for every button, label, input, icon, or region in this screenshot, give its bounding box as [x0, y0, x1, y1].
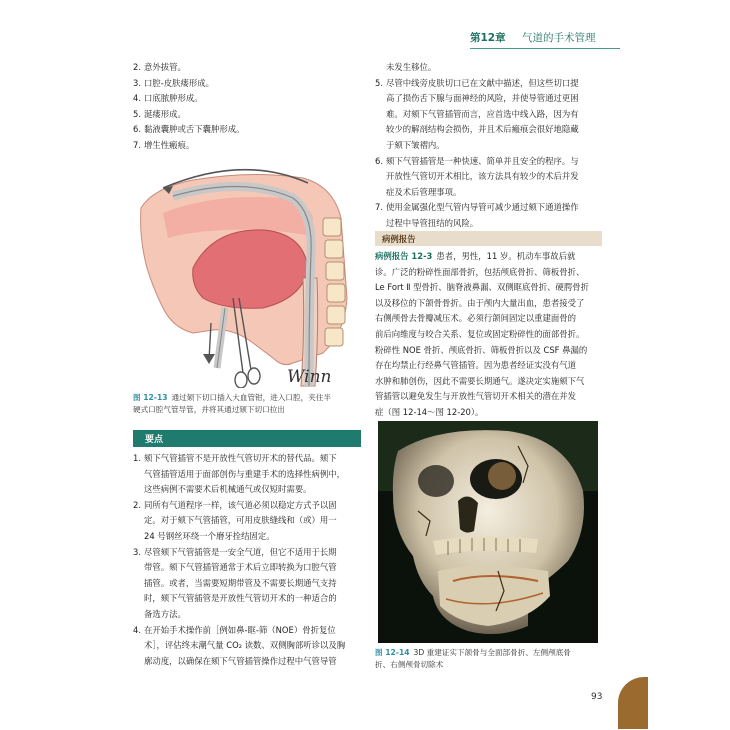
list-item: 1. 颏下气管插管不是开放性气管切开术的替代品。颏下 气管插管适用于面部创伤与重建手术的选择性病例中， 这些病例不需要术后机械通气或仅短时需要。 — [133, 453, 345, 495]
case-report-header — [375, 231, 602, 246]
list-item: 6. 颏下气管插管是一种快速、简单并且安全的程序。与 开放性气管切开术相比，该方法具有较少的术后并发 症及术后管理事项。 — [375, 155, 579, 197]
figure-label: 图 12-14 — [375, 648, 410, 657]
list-item: 5. 涎瘘形成。 — [133, 108, 186, 119]
list-item: 7. 增生性瘢痕。 — [133, 139, 195, 150]
list-item: 未发生移位。 — [386, 62, 437, 72]
figure-caption: 图 12-13 通过颏下切口插入大血管钳，进入口腔，夹住半 硬式口腔气管导管，并将其通过颏下切口拉出 — [133, 393, 331, 414]
list-item: 2. 同所有气道程序一样，该气道必须以稳定方式予以固 定。对于颏下气管插管，可用皮肤缝线和（或）用一 24 号钢丝环绕一个磨牙拴结固定。 — [133, 499, 337, 541]
figure-caption: 图 12-14 3D 重建证实下颌骨与全面部骨折、左侧颅底骨 折、右侧颅骨切除术 — [375, 648, 571, 669]
ct-reconstruction-image — [378, 421, 598, 643]
case-report-paragraph: 病例报告 12-3 患者，男性，11 岁。机动车事故后就 诊。广泛的粉碎性面部骨折，包括颅底骨折、筛板骨折、 Le Fort Ⅱ 型骨折、脑脊液鼻漏、双侧眶底骨折、硬腭骨折 以及移位的下颌骨骨折。由于颅内大量出血，患者接受了 右侧颅骨去骨瓣减压术。必须行颌间固定以重建面骨的 前后向维度与咬合关系、复位或固定粉碎性的面部骨折。 粉碎性 NOE 骨折、颅底骨折、筛板骨折以及 CSF 鼻漏的 存在均禁止行经鼻气管插管。因为患者经证实没有气道 水肿和肺创伤，因此不需要长期通气。遂决定实施颏下气 管插管以避免发生与开放性气管切开术相关的潜在并发 症（图 12-14～图 12-20）。 — [375, 251, 590, 417]
chapter-edge-tab — [618, 677, 648, 729]
list-item: 5. 尽管中线旁皮肤切口已在文献中描述，但这些切口提 高了损伤舌下腺与面神经的风险，并使导管通过更困 难。对颏下气管插管而言，应首选中线入路，因为有 较少的解剖结构会损伤，并且术后瘢痕会很好地隐藏 于颏下皱褶内。 — [375, 77, 579, 150]
list-item: 4. 在开始手术操作前［例如鼻-眶-筛（NOE）骨折复位 术］，评估终末潮气量 CO₂ 读数、双侧胸部听诊以及胸 廓动度，以确保在颏下气管插管操作过程中气管导管 — [133, 624, 346, 666]
list-item: 7. 使用金属强化型气管内导管可减少通过颏下通道操作 过程中导管扭结的风险。 — [375, 202, 579, 228]
header-rule — [470, 48, 620, 49]
complication-list — [133, 60, 361, 154]
case-report-label: 病例报告 12-3 — [375, 251, 433, 261]
chapter-number: 第12章 — [470, 32, 506, 44]
case-report-title: 病例报告 — [382, 234, 416, 244]
list-item: 2. 意外拔管。 — [133, 62, 186, 72]
section-title: 要点 — [145, 435, 164, 445]
figure-label: 图 12-13 — [133, 393, 168, 402]
list-item: 3. 尽管颏下气管插管是一安全气道，但它不适用于长期 带管。颏下气管插管通常于术后立即转换为口腔气管 插管。或者，当需要短期带管及不需要长期通气支持 时，颏下气管插管是开放性气管切开术的一种适合的 备选方法。 — [133, 546, 337, 619]
list-item: 4. 口底脓肿形成。 — [133, 93, 203, 104]
key-points-list — [133, 451, 361, 669]
right-list — [375, 60, 602, 232]
page-number: 93 — [591, 692, 603, 702]
submental-intubation-illustration — [133, 158, 363, 388]
chapter-title: 气道的手术管理 — [522, 32, 596, 44]
key-points-header — [133, 430, 361, 447]
list-item: 3. 口腔-皮肤瘘形成。 — [133, 77, 215, 88]
illustrator-signature: Winn — [287, 367, 332, 387]
case-report-body — [375, 249, 602, 421]
list-item: 6. 黏液囊肿或舌下囊肿形成。 — [133, 124, 245, 135]
running-header — [470, 26, 620, 52]
